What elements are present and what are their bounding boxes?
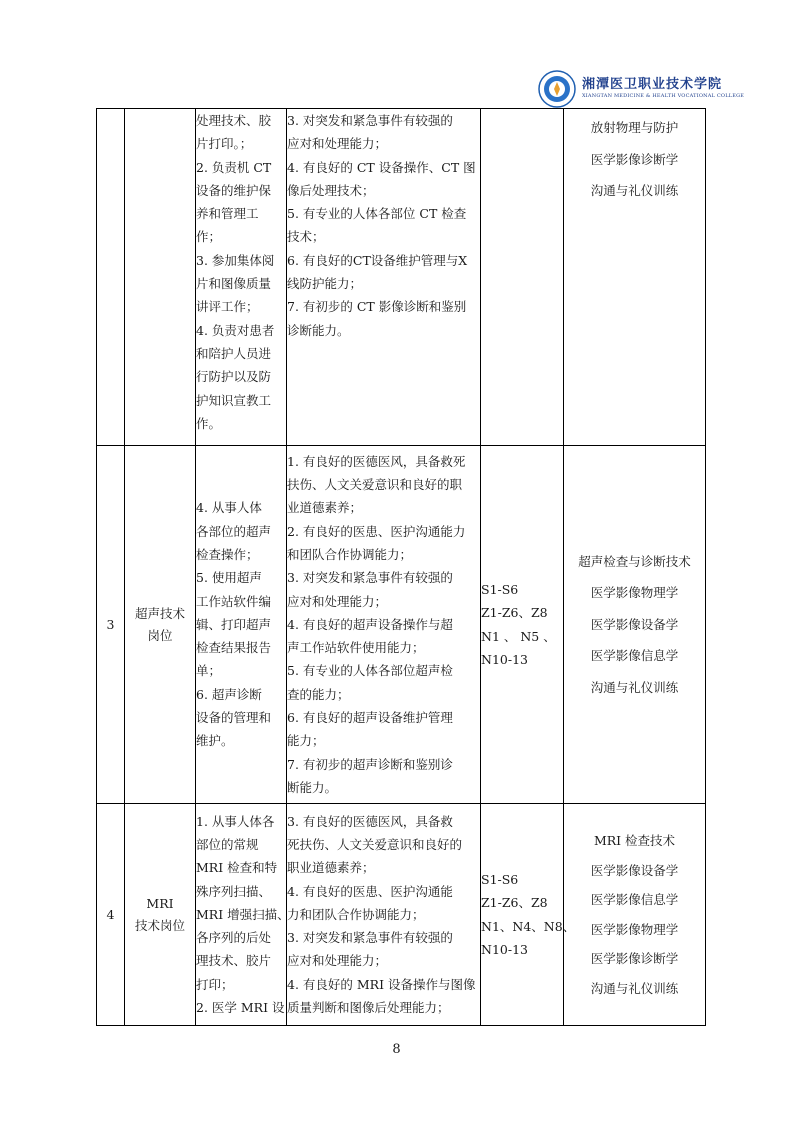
ability-line: 4. 有良好的 MRI 设备操作与图像	[287, 976, 476, 992]
ability-line: 力和团队合作协调能力；	[287, 906, 425, 922]
page-number: 8	[392, 1042, 401, 1057]
duty-line: 检查结果报告	[196, 640, 272, 656]
standard-code-line: N10-13	[481, 941, 528, 957]
standard-code-line: S1-S6	[481, 871, 519, 887]
ability-line: 3. 对突发和紧急事件有较强的	[287, 570, 453, 586]
ability-line: 应对和处理能力；	[287, 136, 388, 152]
duty-line: MRI 检查和特	[196, 860, 278, 876]
duty-line: 2. 医学 MRI 设	[196, 1000, 285, 1016]
ability-line: 职业道德素养；	[287, 860, 375, 876]
duty-line: 各部位的超声	[196, 523, 272, 539]
duty-line: 设备的管理和	[196, 710, 272, 726]
post-name-line: 技术岗位	[134, 917, 185, 933]
ability-line: 4. 有良好的 CT 设备操作、CT 图	[287, 159, 476, 175]
duties-cell	[196, 109, 287, 446]
duty-line: 各序列的后处	[196, 930, 272, 946]
standard-code-line: N10-13	[481, 651, 528, 667]
ability-line: 3. 有良好的医德医风，具备救	[287, 813, 453, 829]
ability-line: 5. 有专业的人体各部位超声检	[287, 663, 453, 679]
ability-line: 声工作站软件使用能力；	[287, 640, 425, 656]
duty-line: MRI 增强扫描、	[196, 906, 290, 922]
post-name-line: 超声技术	[134, 605, 185, 621]
ability-line: 应对和处理能力；	[287, 953, 388, 969]
duty-line: 理技术、胶片	[196, 953, 272, 969]
duty-line: 维护。	[196, 733, 234, 749]
job-ability-table	[96, 108, 706, 1026]
duty-line: 部位的常规	[196, 836, 259, 852]
duty-line: 处理技术、胶	[196, 113, 272, 128]
table-row	[97, 804, 706, 1026]
duty-line: 辑、打印超声	[196, 616, 272, 632]
ability-line: 4. 有良好的医患、医护沟通能	[287, 883, 453, 899]
duties-cell	[196, 804, 290, 1026]
duty-line: 片打印。；	[196, 136, 253, 152]
duty-line: 2. 负责机 CT	[196, 159, 272, 175]
duty-line: 1. 从事人体各	[196, 813, 275, 829]
ability-line: 6. 有良好的超声设备维护管理	[287, 710, 453, 726]
ability-line: 能力；	[287, 733, 325, 749]
ability-line: 诊断能力。	[287, 322, 350, 338]
ability-line: 2. 有良好的医患、医护沟通能力	[287, 523, 466, 539]
duty-line: 3. 参加集体阅	[196, 252, 275, 268]
standard-code-line: N1 、 N5 、	[481, 628, 556, 644]
courses-cell	[564, 804, 706, 1026]
ability-line: 和团队合作协调能力；	[287, 546, 413, 562]
duties-cell	[196, 446, 287, 804]
ability-line: 业道德素养；	[287, 500, 363, 516]
ability-line: 3. 对突发和紧急事件有较强的	[287, 113, 453, 128]
row-number-cell: 3	[97, 446, 125, 804]
duty-line: 殊序列扫描、	[196, 883, 272, 899]
post-cell	[125, 109, 196, 446]
post-cell	[125, 804, 196, 1026]
standard-code-line: S1-S6	[481, 581, 519, 597]
ability-line: 质量判断和图像后处理能力；	[287, 1000, 450, 1016]
standard-code-line: N1、N4、N8、	[481, 918, 576, 934]
ability-line: 1. 有良好的医德医风，具备救死	[287, 453, 466, 469]
ability-line: 5. 有专业的人体各部位 CT 检查	[287, 206, 467, 222]
post-name-line: MRI	[146, 895, 174, 911]
course-name: 医学影像诊断学	[590, 151, 679, 167]
post-name-line: 岗位	[147, 627, 173, 643]
duty-line: 4. 负责对患者	[196, 322, 275, 338]
college-seal-icon	[538, 70, 576, 108]
abilities-cell	[287, 804, 481, 1026]
row-number-cell: 4	[97, 804, 125, 1026]
standards-cell	[481, 446, 564, 804]
ability-line: 断能力。	[287, 779, 338, 795]
course-name: 沟通与礼仪训练	[590, 980, 679, 996]
course-name: 放射物理与防护	[590, 120, 679, 135]
table-row	[97, 446, 706, 804]
table-row	[97, 109, 706, 446]
course-name: 沟通与礼仪训练	[590, 679, 679, 695]
ability-line: 扶伤、人文关爱意识和良好的职	[287, 477, 463, 493]
duty-line: 讲评工作；	[196, 299, 259, 315]
college-name-en: XIANGTAN MEDICINE & HEALTH VOCATIONAL COLLEGE	[582, 93, 745, 99]
ability-line: 应对和处理能力；	[287, 593, 388, 609]
duty-line: 养和管理工	[196, 206, 259, 222]
standards-cell	[481, 109, 564, 446]
post-cell	[125, 446, 196, 804]
duty-line: 检查操作；	[196, 546, 259, 562]
ability-line: 线防护能力；	[287, 276, 363, 292]
duty-line: 单；	[196, 663, 222, 679]
standards-cell	[481, 804, 576, 1026]
duty-line: 打印；	[196, 976, 234, 992]
course-name: 医学影像信息学	[590, 648, 679, 664]
abilities-cell	[287, 109, 481, 446]
ability-line: 死扶伤、人文关爱意识和良好的	[287, 836, 463, 852]
course-name: 医学影像物理学	[590, 585, 679, 601]
ability-line: 4. 有良好的超声设备操作与超	[287, 616, 453, 632]
duty-line: 行防护以及防	[196, 369, 272, 385]
course-name: 医学影像物理学	[590, 921, 679, 937]
course-name: 医学影像设备学	[590, 616, 679, 632]
duty-line: 片和图像质量	[196, 276, 272, 292]
ability-line: 像后处理技术；	[287, 182, 375, 198]
ability-line: 6. 有良好的CT设备维护管理与X	[287, 252, 468, 268]
course-name: 医学影像信息学	[590, 892, 679, 907]
college-logo	[538, 70, 745, 110]
abilities-cell	[287, 446, 481, 804]
course-name: 超声检查与诊断技术	[578, 553, 691, 569]
ability-line: 技术；	[287, 229, 325, 245]
course-name: 医学影像设备学	[590, 862, 679, 878]
standard-code-line: Z1-Z6、Z8	[481, 605, 548, 621]
standard-code-line: Z1-Z6、Z8	[481, 895, 548, 911]
ability-line: 7. 有初步的 CT 影像诊断和鉴别	[287, 299, 467, 315]
courses-cell	[564, 446, 706, 804]
duty-line: 作；	[196, 229, 222, 245]
duty-line: 4. 从事人体	[196, 500, 262, 516]
ability-line: 7. 有初步的超声诊断和鉴别诊	[287, 756, 453, 772]
course-name: MRI 检查技术	[593, 833, 676, 848]
ability-line: 查的能力；	[287, 686, 350, 702]
ability-line: 3. 对突发和紧急事件有较强的	[287, 930, 453, 946]
college-name-cn: 湘潭医卫职业技术学院	[582, 77, 723, 92]
duty-line: 6. 超声诊断	[196, 686, 262, 702]
duty-line: 工作站软件编	[196, 593, 272, 609]
duty-line: 设备的维护保	[196, 182, 272, 198]
courses-cell	[564, 109, 706, 446]
course-name: 医学影像诊断学	[590, 951, 679, 966]
duty-line: 护知识宣教工	[196, 392, 272, 408]
duty-line: 和陪护人员进	[196, 345, 272, 361]
row-number-cell	[97, 109, 125, 446]
course-name: 沟通与礼仪训练	[590, 183, 679, 198]
duty-line: 作。	[196, 415, 222, 431]
duty-line: 5. 使用超声	[196, 570, 262, 586]
